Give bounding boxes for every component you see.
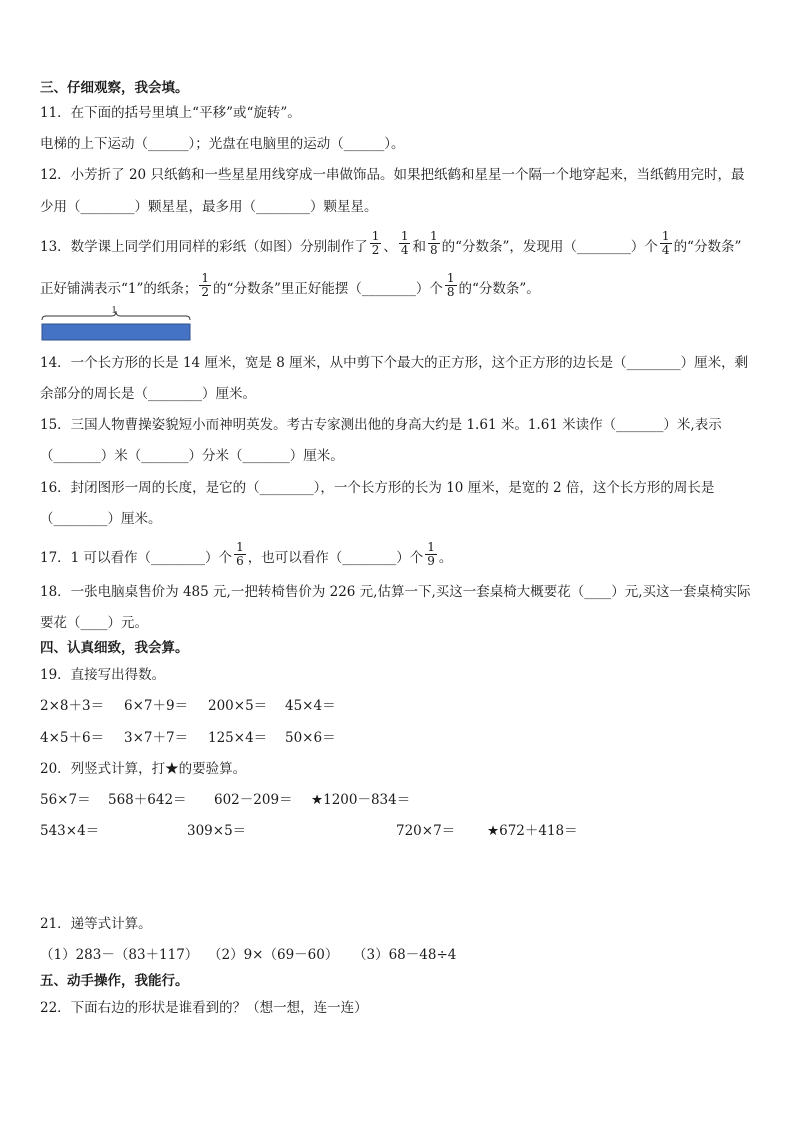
q19-expr: 4×5＋6＝ [40,730,105,746]
question-20: 20．列竖式计算，打★的要验算。 [40,761,247,777]
question-11: 11．在下面的括号里填上“平移”或“旋转”。 [40,105,301,121]
fraction-denominator: 2 [371,243,380,257]
question-14-line1: 14．一个长方形的长是 14 厘米，宽是 8 厘米，从中剪下个最大的正方形，这个正方形的边长是（________）厘米，剩 [40,355,749,371]
fraction-one-sixth [234,541,246,568]
q21-item: （1）283－（83＋117） [40,947,199,963]
question-17 [40,540,453,572]
question-16-line2: （________）厘米。 [40,511,162,527]
fraction-numerator: 1 [400,229,409,243]
fraction-numerator: 1 [427,540,435,554]
fraction-numerator: 1 [201,271,210,285]
fraction-denominator: 8 [446,285,455,299]
q20-expr: ★1200－834＝ [311,792,411,808]
q20-expr: ★672＋418＝ [487,823,578,839]
fraction-denominator: 4 [400,243,409,257]
question-15-line2: （_______）米（_______）分米（_______）厘米。 [40,448,344,464]
q19-expr: 200×5＝ [208,698,268,714]
fraction-one-half [199,272,211,299]
q20-expr: 720×7＝ [396,823,456,839]
fraction-numerator: 1 [446,271,455,285]
question-14-line2: 余部分的周长是（________）厘米。 [40,386,256,402]
section-3-title: 三、仔细观察，我会填。 [40,80,189,96]
q19-expr: 6×7＋9＝ [124,698,189,714]
q21-item: （3）68－48÷4 [353,947,457,963]
question-12-line2: 少用（________）颗星星，最多用（________）颗星星。 [40,199,378,215]
question-18-line2: 要花（____）元。 [40,615,148,631]
question-12-line1: 12．小芳折了 20 只纸鹤和一些星星用线穿成一串做饰品。如果把纸鹤和星星一个隔一个地穿起来，当纸鹤用完时，最 [40,167,745,183]
fraction-denominator: 8 [429,243,438,257]
fraction-one-quarter [399,230,411,257]
fraction-one-eighth [428,230,440,257]
question-13-line1 [40,229,742,261]
fraction-numerator: 1 [429,229,438,243]
q19-expr: 3×7＋7＝ [124,730,189,746]
fraction-numerator: 1 [236,540,244,554]
q17-text-b: ，也可以看作（________）个 [247,550,424,566]
blue-strip [42,324,190,340]
strip-label: 1 [111,306,117,316]
fraction-one-half [370,230,382,257]
q19-expr: 50×6＝ [285,730,336,746]
q13-he: 和 [412,239,426,255]
q13-text-a: 13．数学课上同学们用同样的彩纸（如图）分别制作了 [40,239,368,255]
q19-expr: 2×8＋3＝ [40,698,105,714]
fraction-denominator: 2 [201,285,210,299]
q17-text-c: 。 [438,550,453,566]
q20-expr: 602－209＝ [214,792,293,808]
q13-sep: 、 [383,239,397,255]
fraction-one-quarter [660,230,672,257]
q13-text-d: 正好铺满表示“1”的纸条； [40,281,198,297]
question-16-line1: 16．封闭图形一周的长度，是它的（________），一个长方形的长为 10 厘米，是宽的 2 倍，这个长方形的周长是 [40,480,715,496]
section-5-title: 五、动手操作，我能行。 [40,973,189,989]
question-19: 19．直接写出得数。 [40,667,166,683]
question-22: 22．下面右边的形状是谁看到的？（想一想，连一连） [40,1000,368,1016]
q17-text-a: 17．1 可以看作（________）个 [40,550,233,566]
paper-strip-figure [40,306,192,342]
question-13-line2 [40,271,540,303]
fraction-one-ninth [425,541,437,568]
fraction-denominator: 4 [661,243,670,257]
section-4-title: 四、认真细致，我会算。 [40,640,189,656]
q13-text-c: 的“分数条” [673,239,742,255]
question-15-line1: 15．三国人物曹操姿貌短小而神明英发。考古专家测出他的身高大约是 1.61 米。1.61 米读作（_______）米,表示 [40,417,722,433]
q20-expr: 543×4＝ [40,823,100,839]
q20-expr: 309×5＝ [187,823,247,839]
fraction-denominator: 9 [427,554,435,568]
fraction-numerator: 1 [661,229,670,243]
q20-expr: 568＋642＝ [108,792,187,808]
q13-text-b: 的“分数条”，发现用（________）个 [441,239,658,255]
fraction-denominator: 6 [236,554,244,568]
question-21: 21．递等式计算。 [40,916,152,932]
fraction-one-eighth [445,272,457,299]
q20-expr: 56×7＝ [40,792,91,808]
q19-expr: 45×4＝ [285,698,336,714]
q21-item: （2）9×（69－60） [208,947,339,963]
fraction-numerator: 1 [371,229,380,243]
question-18-line1: 18．一张电脑桌售价为 485 元,一把转椅售价为 226 元,估算一下,买这一套桌椅大概要花（____）元,买这一套桌椅实际 [40,584,751,600]
q13-text-e: 的“分数条”里正好能摆（________）个 [213,281,443,297]
q19-expr: 125×4＝ [208,730,268,746]
question-11-line2: 电梯的上下运动（______）；光盘在电脑里的运动（______）。 [40,136,405,152]
q13-text-f: 的“分数条”。 [458,281,540,297]
